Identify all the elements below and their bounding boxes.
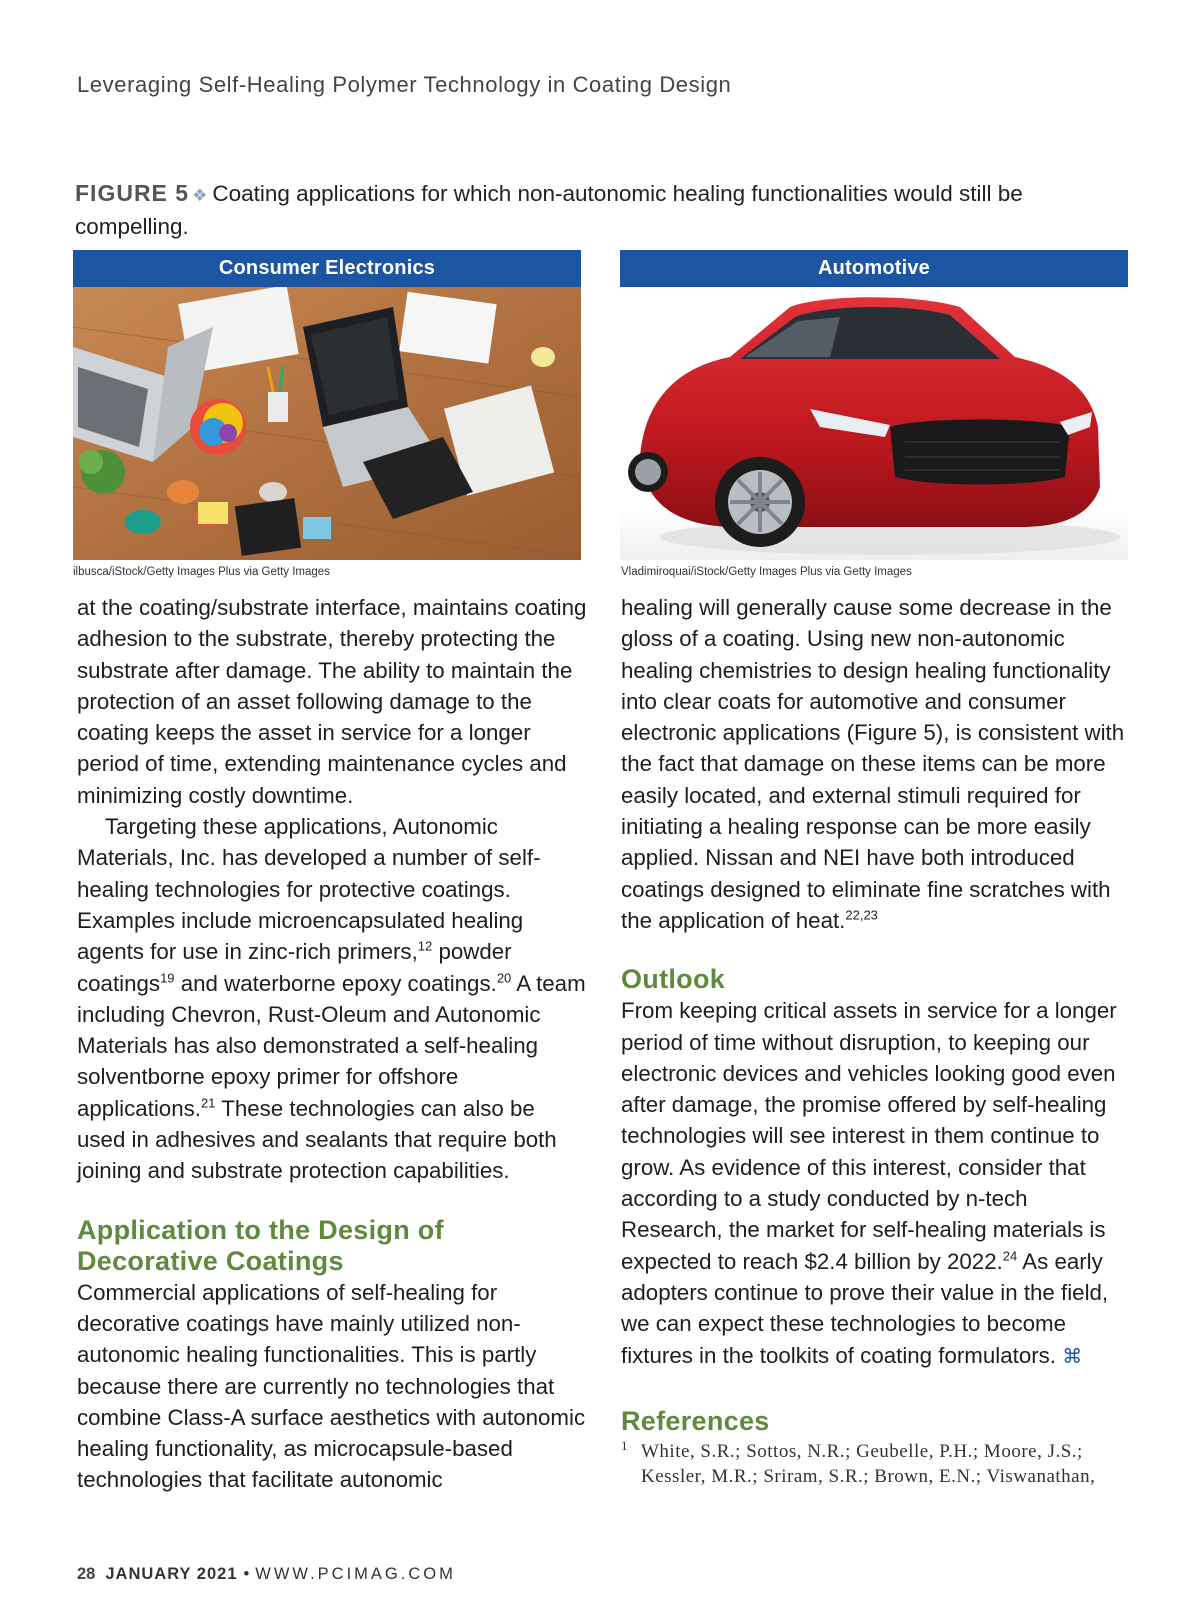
paragraph: at the coating/substrate interface, maintains coating adhesion to the substrate, thereby protecting the substrate after damage. The ability to maintain the protection of an asset following damage to the coating keeps the asset in service for a longer period of time, extending maintenance cycles and minimizing costly downtime. [77,595,587,808]
diamond-dots-icon: ❖ [192,186,208,205]
figure-panel-consumer-electronics [73,250,581,560]
website-link[interactable]: WWW.PCIMAG.COM [255,1565,456,1583]
reference-item [621,1439,1131,1489]
section-heading-references: References [621,1405,770,1436]
figure-label: FIGURE 5 [75,180,190,206]
paragraph: From keeping critical assets in service for a longer period of time without disruption, to keeping our electronic devices and vehicles looking good even after damage, the promise offered by self-healing technologies will see interest in them continue to grow. As evidence of this interest, consider that according to a study conducted by n-tech Research, the market for self-healing materials is expected to reach $2.4 billion by 2022.24 As early adopters continue to prove their value in the field, we can expect these technologies to become fixtures in the toolkits of coating formulators. ⌘ [621,998,1117,1368]
page-number: 28 [77,1565,96,1583]
citation-ref: 12 [417,938,433,954]
figure-panel-automotive [620,250,1128,560]
figure-caption [75,178,1135,242]
section-heading: Application to the Design of Decorative Coatings [77,1214,444,1276]
reference-number: 1 [621,1437,628,1453]
paragraph: Commercial applications of self-healing for decorative coatings have mainly utilized non-autonomic healing functionalities. This is partly because there are currently no technologies that combine Class-A surface aesthetics with autonomic healing functionality, as microcapsule-based technologies that facilitate autonomic [77,1279,586,1493]
panel-title: Consumer Electronics [73,250,581,287]
right-text-column [621,592,1131,1489]
reference-list [621,1439,1131,1489]
desk-with-laptops-tablets-photo [73,287,581,560]
citation-ref: 21 [200,1095,216,1111]
citation-ref: 19 [160,970,175,986]
end-of-article-icon: ⌘ [1062,1345,1083,1368]
paragraph: Targeting these applications, Autonomic Materials, Inc. has developed a number of self-healing technologies for protective coatings. Examples include microencapsulated healing agents for use in zinc-rich primers,$^{12}$ powder coatings$^{19}$ and waterborne epoxy coatings.$^{20}$ A team including Chevron, Rust-Oleum and Autonomic Materials has also demonstrated a self-healing solventborne epoxy primer for offshore applications.$^{21}$ These technologies can also be used in adhesives and sealants that require both joining and substrate protection capabilities. [77,814,586,1184]
figure-caption-text: Coating applications for which non-autonomic healing functionalities would still be compelling. [75,181,1023,239]
issue-date: JANUARY 2021 [105,1565,238,1583]
citation-ref: 20 [496,970,512,986]
citation-ref: 22,23 [845,907,878,923]
red-sedan-car-photo [620,287,1128,560]
citation-ref: 24 [1002,1248,1018,1264]
running-head: Leveraging Self-Healing Polymer Technology in Coating Design [77,72,732,97]
section-heading-outlook: Outlook [621,964,726,995]
page-footer [77,1565,456,1584]
panel-title: Automotive [620,250,1128,287]
reference-text: White, S.R.; Sottos, N.R.; Geubelle, P.H.; Moore, J.S.; Kessler, M.R.; Sriram, S.R.; Brown, E.N.; Viswanathan, [641,1440,1096,1487]
photo-credit: ilbusca/iStock/Getty Images Plus via Getty Images [73,566,330,578]
paragraph: healing will generally cause some decrease in the gloss of a coating. Using new non-autonomic healing chemistries to design healing functionality into clear coats for automotive and consumer electronic applications (Figure 5), is consistent with the fact that damage on these items can be more easily located, and external stimuli required for initiating a healing response can be more easily applied. Nissan and NEI have both introduced coatings designed to eliminate fine scratches with the application of heat.$^{22,23}$ [621,595,1125,933]
left-text-column [77,592,587,1496]
footer-separator: • [243,1565,250,1583]
photo-credit: Vladimiroquai/iStock/Getty Images Plus via Getty Images [621,566,912,578]
